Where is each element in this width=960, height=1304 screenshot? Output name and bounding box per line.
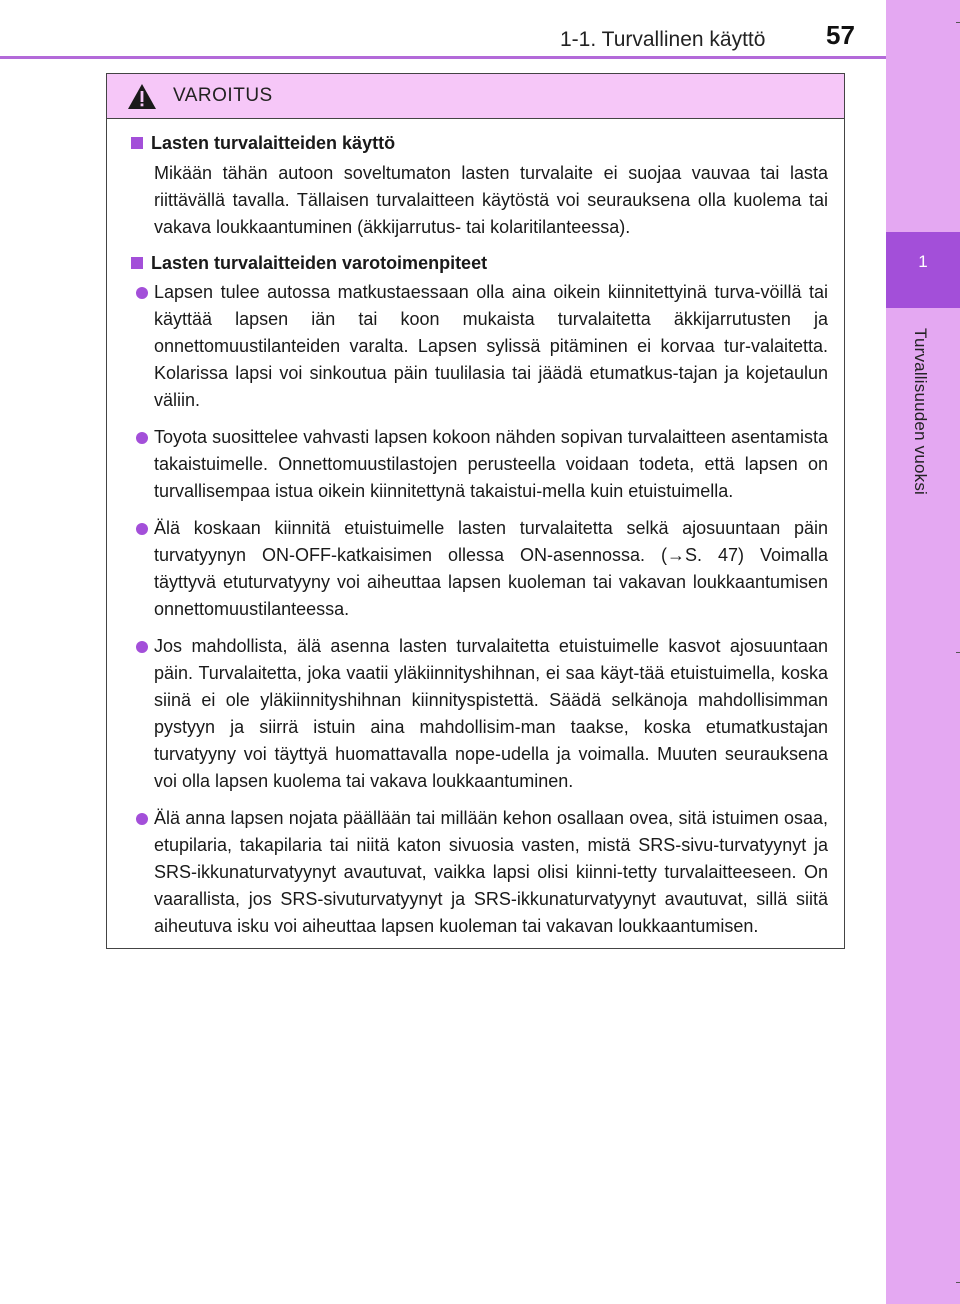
bullet-text: Toyota suosittelee vahvasti lapsen kokoon nähden sopivan turvalaitteen asentamista takaistuimelle. Onnettomuustilastojen perusteella voidaan todeta, että lapsen on turvallisempaa istua oikein kiinnitettynä takaistui-mella kuin etuistuimella.	[154, 427, 828, 501]
bullet-text: Älä koskaan kiinnitä etuistuimelle lasten turvalaitetta selkä ajosuuntaan päin turvatyynyn ON-OFF-katkaisimen ollessa ON-asennossa. (→S. 47) Voimalla täyttyvä etuturvatyyny voi aiheuttaa lapsen kuoleman tai vakavan loukkaantumisen onnettomuustilanteessa.	[154, 518, 828, 619]
section-title-text: Lasten turvalaitteiden käyttö	[151, 133, 396, 153]
bullet-text: Jos mahdollista, älä asenna lasten turvalaitetta etuistuimelle kasvot ajosuuntaan päin. Turvalaitetta, joka vaatii yläkiinnityshihnan, ei saa käyt-tää etuistuimella, koska siinä ei ole yläkiinnityshihnan kiinnityspistettä. Säädä selkänoja mahdollisimman pystyyn ja siirrä istuin aina mahdollisim-man taakse, koska etumatkustajan turvatyyny voi täyttyä huomattavalla nope-udella ja voimalla. Muuten seurauksena voi olla lapsen kuolema tai vakava loukkaantuminen.	[154, 636, 828, 791]
warning-header	[107, 74, 844, 119]
circle-bullet-icon	[136, 432, 148, 444]
chapter-side-tab	[886, 0, 960, 1304]
square-bullet-icon	[131, 137, 143, 149]
bullet-item	[154, 515, 828, 623]
warning-title: VAROITUS	[173, 85, 273, 106]
header-rule	[0, 56, 886, 59]
bullet-item	[154, 633, 828, 795]
bullet-item	[154, 805, 828, 940]
chapter-label: Turvallisuuden vuoksi	[911, 328, 930, 496]
section-title	[131, 130, 844, 157]
bullet-text: Älä anna lapsen nojata päällään tai millään kehon osallaan ovea, sitä istuimen osaa, etupilaria, takapilaria tai niitä katon sivuosia vasten, mistä SRS-sivu-turvatyynyt ja SRS-ikkunaturvatyynyt avautuvat, vaikka lapsi olisi kiinni-tetty turvalaitteeseen. On vaarallista, jos SRS-sivuturvatyynyt ja SRS-ikkunaturvatyynyt avautuvat, sillä siitä aiheutuva isku voi aiheuttaa lapsen kuoleman tai vakavan loukkaantumisen.	[154, 808, 828, 936]
section-title	[131, 250, 844, 277]
square-bullet-icon	[131, 257, 143, 269]
bullet-item	[154, 279, 828, 414]
warning-triangle-icon	[127, 83, 157, 110]
section-paragraph: Mikään tähän autoon soveltumaton lasten turvalaite ei suojaa vauvaa tai lasta riittävällä tavalla. Tällaisen turvalaitteen käytöstä voi seurauksena olla kuolema tai vakava loukkaantuminen (äkkijarrutus- tai kolaritilanteessa).	[154, 163, 828, 237]
circle-bullet-icon	[136, 641, 148, 653]
warning-box	[106, 73, 845, 949]
edge-tick	[956, 22, 960, 23]
page-number: 57	[826, 20, 855, 50]
warning-content	[107, 130, 844, 950]
circle-bullet-icon	[136, 287, 148, 299]
section-title-text: Lasten turvalaitteiden varotoimenpiteet	[151, 253, 488, 273]
circle-bullet-icon	[136, 523, 148, 535]
edge-tick	[956, 652, 960, 653]
header-section-title: 1-1. Turvallinen käyttö	[560, 28, 766, 51]
bullet-item	[154, 424, 828, 505]
edge-tick	[956, 1282, 960, 1283]
circle-bullet-icon	[136, 813, 148, 825]
bullet-text: Lapsen tulee autossa matkustaessaan olla aina oikein kiinnitettyinä turva-vöillä tai käyttää lapsen iän tai koon mukaista turvalaitetta äkkijarrutusten ja onnettomuustilanteiden varalta. Lapsen sylissä pitäminen ei korvaa tur-valaitetta. Kolarissa lapsi voi sinkoutua päin tuulilasia tai jäädä etumatkus-tajan ja kojetaulun väliin.	[154, 282, 828, 410]
chapter-number: 1	[918, 252, 928, 271]
